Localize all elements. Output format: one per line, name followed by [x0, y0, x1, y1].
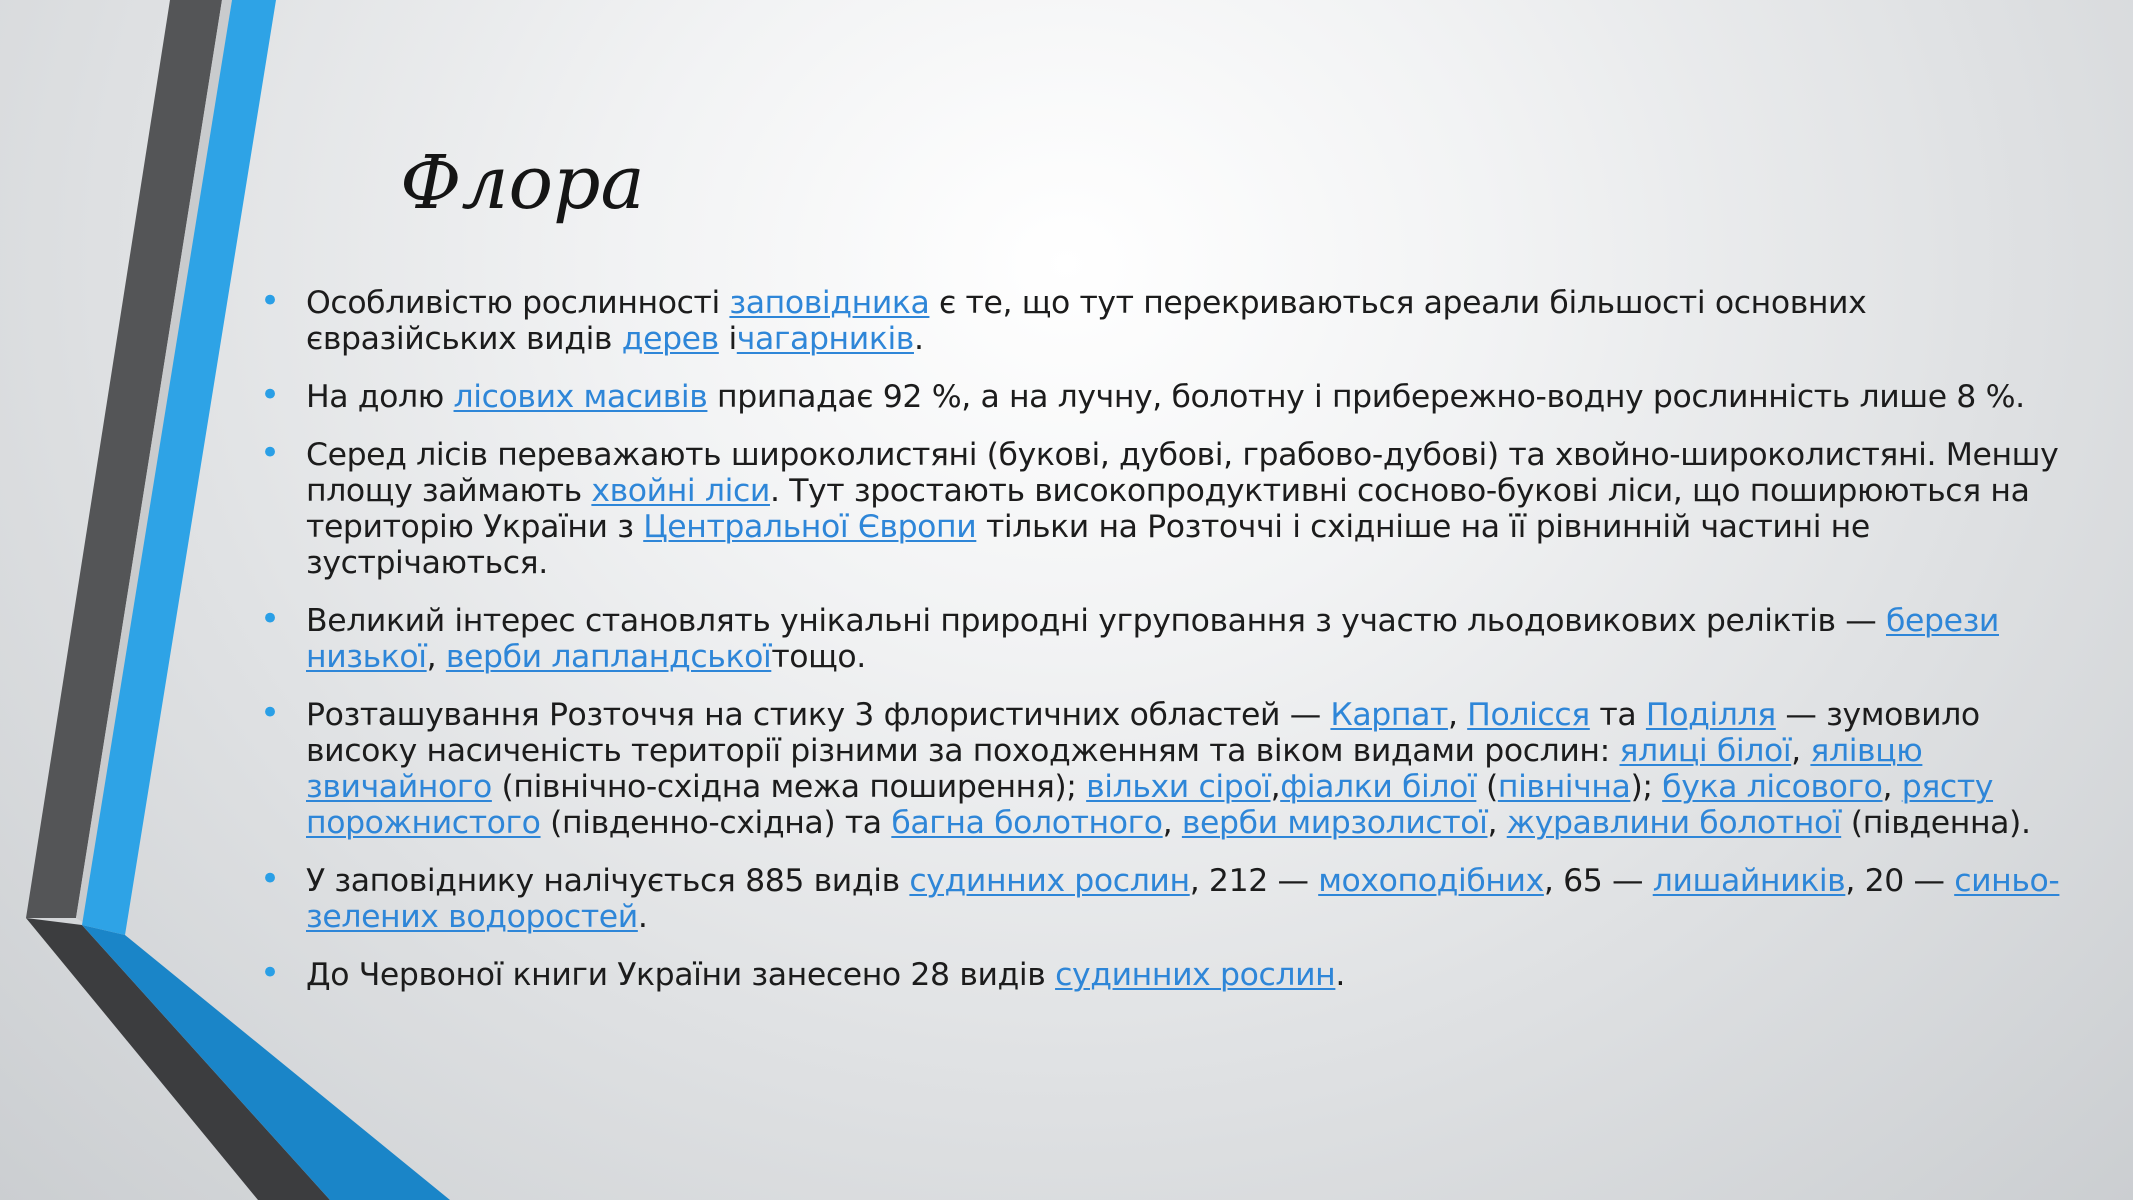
bullet-text: .: [913, 321, 924, 357]
bullet-text: .: [1335, 957, 1346, 993]
bullet-text: (південна).: [1841, 805, 2031, 841]
bullet-dot-icon: •: [260, 693, 280, 733]
bullet-text: ,: [1487, 805, 1507, 841]
bullet-text: є те, що тут перекриваються ареали більшості основних євразійських видів: [306, 285, 1867, 357]
bullet-text: , 65 —: [1543, 863, 1653, 899]
bullet-text: припадає 92 %, а на лучну, болотну і прибережно-водну рослинність лише 8 %.: [707, 379, 2025, 415]
bullet-text: ,: [1791, 733, 1811, 769]
wiki-link[interactable]: багна болотного: [891, 805, 1163, 841]
bullet-text: );: [1630, 769, 1663, 805]
bullet-text: Особливістю рослинності: [306, 285, 730, 321]
bullet-list: [254, 281, 2084, 1015]
bullet-text: тощо.: [771, 639, 866, 675]
bullet-dot-icon: •: [260, 433, 280, 473]
wiki-link[interactable]: Поділля: [1645, 697, 1776, 733]
wiki-link[interactable]: журавлини болотної: [1506, 805, 1842, 841]
bullet-dot-icon: •: [260, 281, 280, 321]
bullet-dot-icon: •: [260, 375, 280, 415]
bullet-text: та: [1589, 697, 1646, 733]
bullet-text: ,: [1447, 697, 1468, 733]
wiki-link[interactable]: Карпат: [1330, 697, 1448, 733]
wiki-link[interactable]: фіалки білої: [1280, 769, 1477, 805]
bullet-text: ,: [426, 639, 446, 675]
wiki-link[interactable]: берези низької: [306, 603, 1999, 675]
bullet-text: і: [718, 321, 737, 357]
bullet-dot-icon: •: [260, 599, 280, 639]
wiki-link[interactable]: лишайників: [1652, 863, 1846, 899]
bullet-item: [254, 599, 2084, 675]
wiki-link[interactable]: мохоподібних: [1318, 863, 1544, 899]
wiki-link[interactable]: дерев: [621, 321, 719, 357]
wiki-link[interactable]: верби лапландської: [445, 639, 772, 675]
bullet-text: тільки на Розточчі і східніше на її рівнинній частині не зустрічаються.: [306, 509, 1870, 581]
wiki-link[interactable]: рясту порожнистого: [306, 769, 1994, 841]
bullet-text: У заповіднику налічується 885 видів: [306, 863, 910, 899]
bullet-text: ,: [1270, 769, 1281, 805]
wiki-link[interactable]: верби мирзолистої: [1181, 805, 1488, 841]
wiki-link[interactable]: судинних рослин: [1055, 957, 1336, 993]
wiki-link[interactable]: бука лісового: [1662, 769, 1883, 805]
bullet-text: — зумовило високу насиченість території різними за походженням та віком видами рослин:: [306, 697, 1980, 769]
bullet-item: [254, 859, 2084, 935]
bullet-text: (південно-східна) та: [540, 805, 892, 841]
bullet-text: Серед лісів переважають широколистяні (букові, дубові, грабово-дубові) та хвойно-широколистяні. Меншу площу займають: [306, 437, 2059, 509]
bullet-text: ,: [1162, 805, 1182, 841]
wiki-link[interactable]: Центральної Європи: [643, 509, 977, 545]
bullet-text: (: [1476, 769, 1498, 805]
wiki-link[interactable]: лісових масивів: [453, 379, 708, 415]
wiki-link[interactable]: судинних рослин: [909, 863, 1190, 899]
wiki-link[interactable]: північна: [1497, 769, 1631, 805]
bullet-text: Розташування Розточчя на стику 3 флористичних областей —: [306, 697, 1331, 733]
wiki-link[interactable]: синьо-зелених водоростей: [306, 863, 2060, 935]
slide-title: Флора: [400, 140, 645, 226]
wiki-link[interactable]: заповідника: [729, 285, 930, 321]
bullet-text: (північно-східна межа поширення);: [491, 769, 1087, 805]
bullet-text: До Червоної книги України занесено 28 видів: [306, 957, 1056, 993]
bullet-item: [254, 375, 2084, 415]
bullet-item: [254, 693, 2084, 841]
bullet-dot-icon: •: [260, 859, 280, 899]
wiki-link[interactable]: ялиці білої: [1619, 733, 1792, 769]
wiki-link[interactable]: чагарників: [736, 321, 914, 357]
bullet-text: На долю: [306, 379, 454, 415]
wiki-link[interactable]: вільхи сірої: [1086, 769, 1271, 805]
bullet-text: .: [637, 899, 648, 935]
bullet-text: Великий інтерес становлять унікальні природні угруповання з участю льодовикових реліктів —: [306, 603, 1886, 639]
wiki-link[interactable]: Полісся: [1467, 697, 1590, 733]
bullet-text: . Тут зростають високопродуктивні сосново-букові ліси, що поширюються на територію України з: [306, 473, 2030, 545]
bullet-item: [254, 953, 2084, 993]
bullet-text: ,: [1882, 769, 1902, 805]
bullet-item: [254, 281, 2084, 357]
bullet-text: , 212 —: [1189, 863, 1319, 899]
bullet-dot-icon: •: [260, 953, 280, 993]
wiki-link[interactable]: ялівцю звичайного: [306, 733, 1923, 805]
bullet-item: [254, 433, 2084, 581]
wiki-link[interactable]: хвойні ліси: [591, 473, 770, 509]
bullet-text: , 20 —: [1845, 863, 1955, 899]
